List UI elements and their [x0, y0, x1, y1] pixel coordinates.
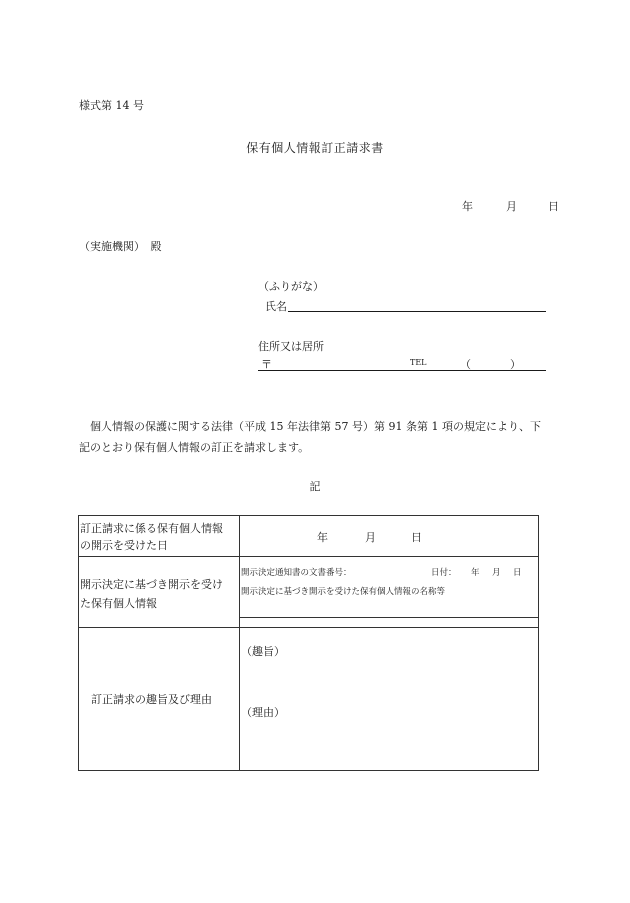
row1-month: 月 — [365, 531, 376, 544]
table-divider-row1 — [79, 556, 538, 557]
ki-heading: 記 — [309, 480, 321, 493]
doc-date-year: 年 — [471, 568, 480, 578]
addressee: （実施機関） 殿 — [79, 240, 162, 253]
doc-date-month: 月 — [492, 568, 501, 578]
name-label: 氏名 — [265, 300, 287, 313]
request-table — [78, 515, 539, 771]
address-label: 住所又は居所 — [258, 340, 324, 353]
row1-label-line1: 訂正請求に係る保有個人情報 — [80, 522, 223, 535]
date-month: 月 — [506, 200, 517, 213]
date-day: 日 — [548, 200, 559, 213]
furigana-label: （ふりがな） — [258, 280, 324, 293]
row1-label-line2: の開示を受けた日 — [80, 539, 168, 552]
doc-date-label: 日付： — [431, 568, 457, 578]
row3-label: 訂正請求の趣旨及び理由 — [91, 693, 212, 706]
tel-paren-open: （ — [460, 358, 471, 371]
row2-label-line1: 開示決定に基づき開示を受け — [80, 578, 223, 591]
request-statement: 個人情報の保護に関する法律（平成 15 年法律第 57 号）第 91 条第 1 項の規定により、下記のとおり保有個人情報の訂正を請求します。 — [79, 420, 541, 454]
table-divider-vertical — [239, 516, 240, 770]
postal-mark: 〒 — [261, 358, 272, 371]
row2-label-line2: た保有個人情報 — [80, 597, 157, 610]
address-field[interactable] — [258, 370, 546, 371]
row1-year: 年 — [317, 531, 328, 544]
request-date — [462, 198, 559, 214]
doc-date-day: 日 — [513, 568, 522, 578]
tel-paren-close: ） — [510, 358, 521, 371]
table-divider-inner — [239, 617, 538, 618]
reason-label: （理由） — [241, 706, 285, 719]
form-number: 様式第 14 号 — [79, 99, 144, 112]
info-name-label: 開示決定に基づき開示を受けた保有個人情報の名称等 — [241, 587, 446, 597]
row1-day: 日 — [411, 531, 422, 544]
purpose-label: （趣旨） — [241, 645, 285, 658]
doc-number-label: 開示決定通知書の文書番号： — [241, 568, 352, 578]
document-title: 保有個人情報訂正請求書 — [246, 141, 384, 155]
date-year: 年 — [462, 200, 473, 213]
table-divider-row2 — [79, 627, 538, 628]
tel-label: TEL — [410, 358, 427, 367]
name-field[interactable] — [288, 311, 546, 312]
